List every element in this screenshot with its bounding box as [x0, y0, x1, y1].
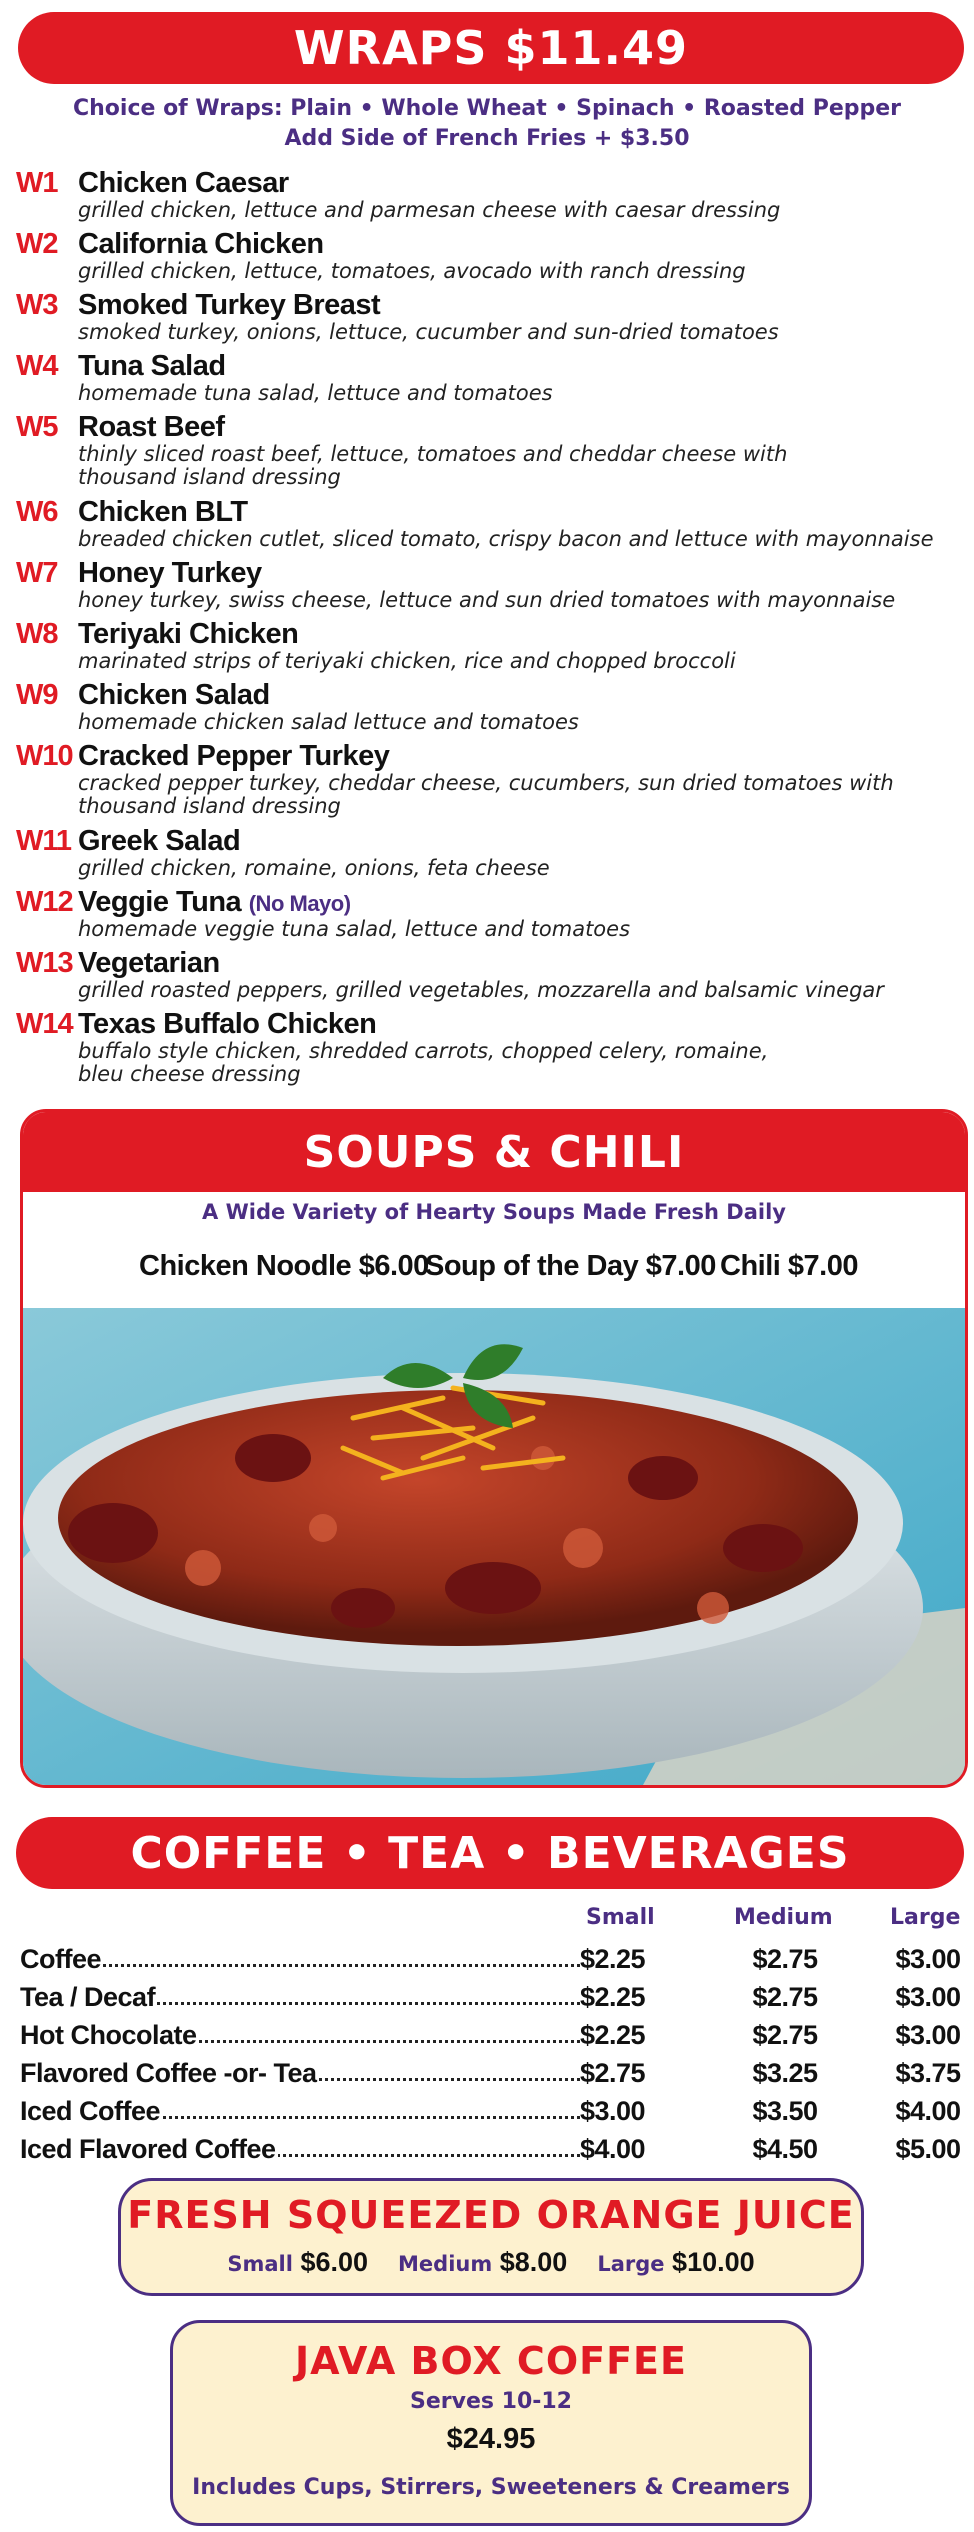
item-name-text: Greek Salad [78, 825, 241, 857]
item-name-text: Honey Turkey [78, 557, 262, 589]
soup-price: Soup of the Day $7.00 [425, 1250, 716, 1282]
dot-leader [20, 1964, 580, 1967]
price-small: $2.25 [580, 1982, 646, 2012]
price-large: $4.00 [895, 2096, 961, 2126]
price-small: $2.25 [580, 1944, 646, 1974]
item-name [78, 496, 248, 529]
soups-title: SOUPS & CHILI [303, 1126, 685, 1178]
item-name-text: Smoked Turkey Breast [78, 289, 381, 321]
price-medium: $3.25 [752, 2058, 818, 2088]
java-box-title: JAVA BOX COFFEE [295, 2339, 687, 2383]
price-medium: $8.00 [499, 2247, 568, 2277]
item-name [78, 289, 380, 322]
java-box-includes: Includes Cups, Stirrers, Sweeteners & Creamers [192, 2475, 790, 2500]
price-large: $10.00 [672, 2247, 755, 2277]
item-code: W14 [16, 1008, 73, 1040]
item-name [78, 411, 225, 444]
item-name-text: Cracked Pepper Turkey [78, 740, 390, 772]
column-header-small: Small [586, 1905, 655, 1930]
beverage-name: Tea / Decaf [20, 1982, 156, 2012]
item-name [78, 557, 262, 590]
price-large: $3.00 [895, 1982, 961, 2012]
item-name [78, 825, 240, 858]
item-description: grilled chicken, romaine, onions, feta cheese [78, 856, 550, 880]
beverage-name: Hot Chocolate [20, 2020, 197, 2050]
item-note: (No Mayo) [248, 891, 351, 916]
item-description: honey turkey, swiss cheese, lettuce and sun dried tomatoes with mayonnaise [78, 588, 896, 612]
item-description: grilled chicken, lettuce and parmesan cheese with caesar dressing [78, 198, 781, 222]
item-name [78, 618, 298, 651]
item-description: marinated strips of teriyaki chicken, rice and chopped broccoli [78, 649, 736, 673]
wraps-choice-line: Choice of Wraps: Plain • Whole Wheat • Spinach • Roasted Pepper [72, 96, 902, 121]
beverage-name: Iced Flavored Coffee [20, 2134, 276, 2164]
orange-juice-title: FRESH SQUEEZED ORANGE JUICE [127, 2193, 855, 2237]
price-large: $5.00 [895, 2134, 961, 2164]
item-name [78, 228, 324, 261]
item-code: W9 [16, 679, 58, 711]
item-description: breaded chicken cutlet, sliced tomato, crispy bacon and lettuce with mayonnaise [78, 528, 934, 551]
table-row [20, 2096, 961, 2132]
item-name-text: Texas Buffalo Chicken [78, 1008, 377, 1040]
price-large: $3.75 [895, 2058, 961, 2088]
wraps-title: WRAPS $11.49 [293, 21, 689, 75]
item-code: W3 [16, 289, 58, 321]
item-name [78, 167, 289, 200]
beverages-banner [16, 1817, 964, 1889]
chili-bowl-photo [23, 1308, 965, 1785]
item-code: W12 [16, 886, 73, 918]
item-name-text: California Chicken [78, 228, 324, 260]
item-description: buffalo style chicken, shredded carrots, chopped celery, romaine, bleu cheese dressing [78, 1039, 769, 1086]
item-name [78, 679, 270, 712]
price-medium: $2.75 [752, 1944, 818, 1974]
java-box-coffee-box [170, 2320, 812, 2526]
price-medium: $4.50 [752, 2134, 818, 2164]
item-name-text: Veggie Tuna [78, 886, 242, 918]
size-label-medium: Medium [398, 2252, 493, 2276]
item-code: W8 [16, 618, 58, 650]
item-description: grilled chicken, lettuce, tomatoes, avocado with ranch dressing [78, 259, 746, 283]
table-row [20, 2020, 961, 2056]
soups-banner [23, 1112, 965, 1192]
item-description: homemade veggie tuna salad, lettuce and tomatoes [78, 917, 631, 941]
table-row [20, 1944, 961, 1980]
item-name [78, 947, 220, 980]
wraps-side-line: Add Side of French Fries + $3.50 [284, 126, 690, 151]
price-small: $6.00 [300, 2247, 369, 2277]
price-medium: $2.75 [752, 1982, 818, 2012]
column-header-medium: Medium [734, 1905, 833, 1930]
table-row [20, 2058, 961, 2094]
item-description: grilled roasted peppers, grilled vegetables, mozzarella and balsamic vinegar [78, 978, 884, 1002]
soup-price: Chili $7.00 [720, 1250, 858, 1282]
price-large: $3.00 [895, 1944, 961, 1974]
item-code: W1 [16, 167, 58, 199]
item-code: W7 [16, 557, 58, 589]
price-small: $4.00 [580, 2134, 646, 2164]
beverage-name: Coffee [20, 1944, 102, 1974]
table-row [20, 2134, 961, 2170]
item-name-text: Chicken Caesar [78, 167, 289, 199]
item-description: homemade chicken salad lettuce and tomatoes [78, 710, 579, 734]
item-name-text: Teriyaki Chicken [78, 618, 299, 650]
soup-price: Chicken Noodle $6.00 [139, 1250, 429, 1282]
price-small: $3.00 [580, 2096, 646, 2126]
beverage-name: Flavored Coffee -or- Tea [20, 2058, 317, 2088]
wraps-banner [18, 12, 964, 84]
item-code: W11 [16, 825, 72, 857]
price-small: $2.75 [580, 2058, 646, 2088]
item-code: W13 [16, 947, 73, 979]
item-name-text: Chicken Salad [78, 679, 270, 711]
item-code: W10 [16, 740, 73, 772]
item-name [78, 1008, 376, 1041]
column-header-large: Large [890, 1905, 961, 1930]
size-label-large: Large [597, 2252, 665, 2276]
orange-juice-box [118, 2178, 864, 2296]
java-box-price: $24.95 [446, 2423, 536, 2455]
item-description: cracked pepper turkey, cheddar cheese, cucumbers, sun dried tomatoes with thousand island dressing [78, 771, 894, 818]
item-description: smoked turkey, onions, lettuce, cucumber and sun-dried tomatoes [78, 320, 779, 344]
item-name [78, 350, 226, 383]
item-name-text: Roast Beef [78, 411, 225, 443]
item-code: W4 [16, 350, 58, 382]
item-name [78, 886, 351, 919]
orange-juice-prices [121, 2247, 861, 2278]
price-small: $2.25 [580, 2020, 646, 2050]
price-medium: $3.50 [752, 2096, 818, 2126]
beverage-name: Iced Coffee [20, 2096, 161, 2126]
size-label-small: Small [227, 2252, 293, 2276]
price-large: $3.00 [895, 2020, 961, 2050]
price-medium: $2.75 [752, 2020, 818, 2050]
item-code: W5 [16, 411, 58, 443]
item-name-text: Tuna Salad [78, 350, 226, 382]
soups-section [20, 1109, 968, 1788]
item-description: thinly sliced roast beef, lettuce, tomatoes and cheddar cheese with thousand island dressing [78, 442, 788, 489]
item-description: homemade tuna salad, lettuce and tomatoes [78, 381, 553, 405]
item-name [78, 740, 389, 773]
beverages-title: COFFEE • TEA • BEVERAGES [130, 1827, 850, 1879]
item-code: W2 [16, 228, 58, 260]
item-name-text: Vegetarian [78, 947, 220, 979]
item-name-text: Chicken BLT [78, 496, 248, 528]
java-box-serves: Serves 10-12 [410, 2389, 572, 2414]
item-code: W6 [16, 496, 58, 528]
table-row [20, 1982, 961, 2018]
soups-subtitle: A Wide Variety of Hearty Soups Made Fresh Daily [202, 1200, 786, 1224]
